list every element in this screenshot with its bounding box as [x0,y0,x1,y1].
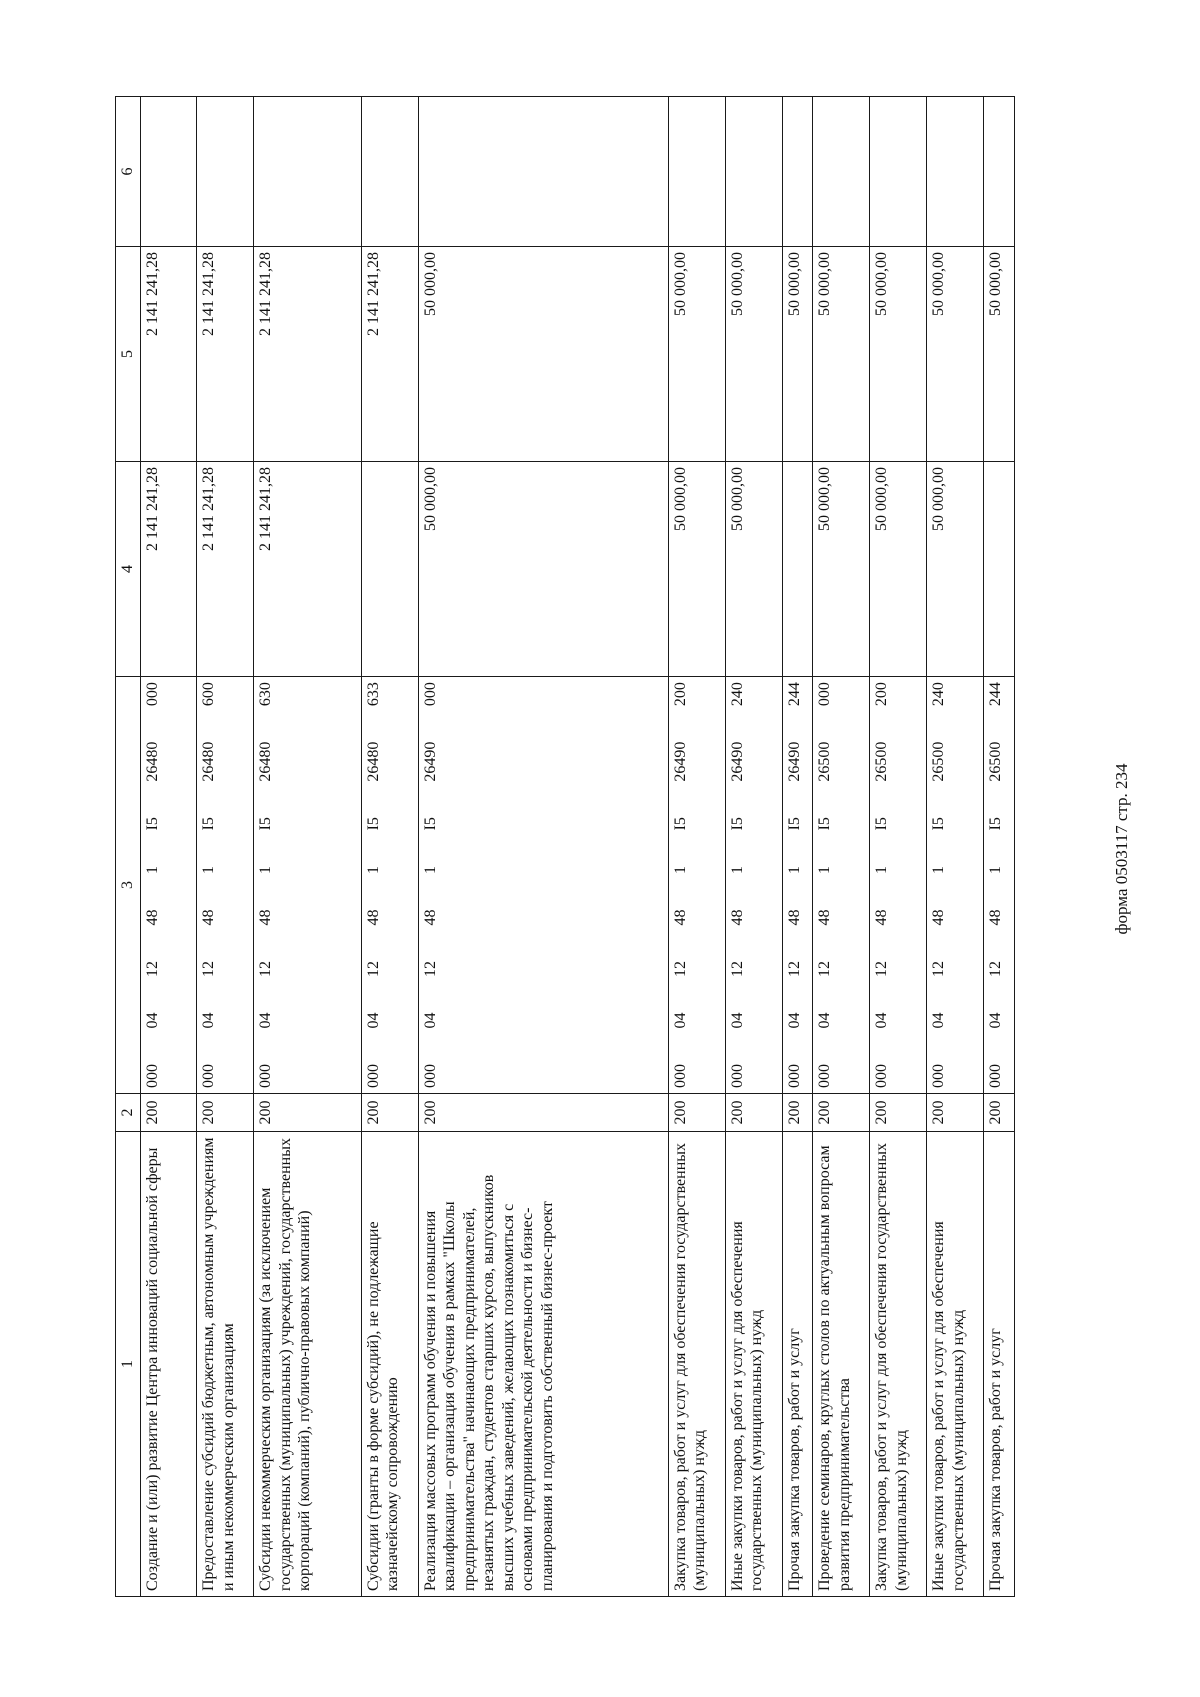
row-unexecuted [725,97,782,247]
budget-code-parts [421,682,441,1088]
budget-code-part: 000 [671,1064,689,1088]
column-header-5: 5 [116,247,141,462]
row-unexecuted [813,97,870,247]
row-unexecuted [197,97,254,247]
budget-code-part: 04 [930,1012,948,1029]
row-unexecuted [254,97,361,247]
page-header [1112,763,1132,934]
budget-code-part: 12 [143,960,161,977]
row-approved [361,462,418,677]
row-name: Проведение семинаров, круглых столов по актуальным вопросам развития предпринимательства [813,1132,870,1597]
rotated-page [115,97,1015,1597]
budget-code-part: 000 [785,1064,803,1088]
row-budget-code [361,677,418,1094]
row-name: Прочая закупка товаров, работ и услуг [782,1132,813,1597]
budget-code-part: 12 [816,960,834,977]
budget-code-part: 000 [200,1064,218,1088]
row-budget-code [197,677,254,1094]
row-approved: 50 000,00 [418,462,668,677]
budget-code-part: 48 [421,909,439,926]
budget-code-part: 48 [873,909,891,926]
row-executed: 2 141 241,28 [140,247,197,462]
budget-code-part: 48 [785,909,803,926]
budget-code-part: 1 [785,865,803,874]
row-line-code: 200 [361,1094,418,1132]
budget-code-part: 1 [671,865,689,874]
budget-code-part: 48 [671,909,689,926]
column-header-1: 1 [116,1132,141,1597]
row-executed: 50 000,00 [782,247,813,462]
budget-code-part: 26480 [200,741,218,782]
budget-code-part: 12 [364,960,382,977]
table-row [870,97,927,1597]
budget-code-part: 1 [364,865,382,874]
budget-code-parts [671,682,691,1088]
budget-code-part: 26480 [143,741,161,782]
budget-code-part: 04 [873,1012,891,1029]
table-row [361,97,418,1597]
table-wrap [115,97,1015,1597]
budget-code-part: 12 [257,960,275,977]
row-line-code: 200 [140,1094,197,1132]
budget-code-part: 04 [785,1012,803,1029]
row-approved: 2 141 241,28 [140,462,197,677]
budget-code-parts [929,682,949,1088]
budget-code-part: 12 [421,960,439,977]
budget-code-part: I5 [987,817,1005,831]
column-header-3: 3 [116,677,141,1094]
header-row [116,97,141,1597]
row-executed: 2 141 241,28 [197,247,254,462]
table-row [254,97,361,1597]
budget-code-part: 26490 [421,741,439,782]
row-name: Иные закупки товаров, работ и услуг для обеспечения государственных (муниципальных) нужд [927,1132,984,1597]
budget-code-part: 48 [143,909,161,926]
row-line-code: 200 [927,1094,984,1132]
row-executed: 2 141 241,28 [361,247,418,462]
budget-code-part: I5 [671,817,689,831]
budget-code-part: I5 [364,817,382,831]
row-executed: 2 141 241,28 [254,247,361,462]
budget-code-parts [785,682,805,1088]
table-row [197,97,254,1597]
budget-code-part: 000 [728,1064,746,1088]
budget-code-part: 26490 [785,741,803,782]
column-header-2: 2 [116,1094,141,1132]
table-row [782,97,813,1597]
budget-code-part: 1 [421,865,439,874]
row-executed: 50 000,00 [927,247,984,462]
row-budget-code [418,677,668,1094]
budget-code-part: 48 [257,909,275,926]
row-executed: 50 000,00 [418,247,668,462]
budget-code-part: 26500 [816,741,834,782]
row-unexecuted [418,97,668,247]
budget-code-parts [256,682,276,1088]
row-executed: 50 000,00 [870,247,927,462]
budget-code-parts [199,682,219,1088]
budget-code-part: 04 [987,1012,1005,1029]
row-unexecuted [782,97,813,247]
budget-code-part: 26500 [930,741,948,782]
budget-code-part: 04 [143,1012,161,1029]
budget-code-part: 04 [671,1012,689,1029]
budget-code-part: 000 [873,1064,891,1088]
table-row [984,97,1015,1597]
budget-code-part: 48 [364,909,382,926]
budget-code-part: 48 [987,909,1005,926]
row-budget-code [140,677,197,1094]
row-name: Прочая закупка товаров, работ и услуг [984,1132,1015,1597]
row-approved: 2 141 241,28 [197,462,254,677]
row-budget-code [870,677,927,1094]
budget-code-part: I5 [816,817,834,831]
row-unexecuted [927,97,984,247]
budget-code-part: I5 [728,817,746,831]
budget-code-part: 630 [257,682,275,707]
table-row [927,97,984,1597]
row-approved: 50 000,00 [927,462,984,677]
row-budget-code [813,677,870,1094]
budget-code-parts [143,682,163,1088]
budget-code-part: 1 [930,865,948,874]
budget-code-part: 000 [930,1064,948,1088]
row-name: Реализация массовых программ обучения и повышения квалификации – организация обучения в рамках "Школы предпринимательства" начинающих предпринимателей, незанятых граждан, студентов старших курсов, выпускников высших учебных заведений, желающих познакомиться с основами предпринимательской деятельности и бизнес-планирования и подготовить собственный бизнес-проект [418,1132,668,1597]
budget-code-parts [815,682,835,1088]
budget-code-part: 48 [728,909,746,926]
budget-code-part: 240 [930,682,948,707]
budget-code-part: 26500 [987,741,1005,782]
row-budget-code [254,677,361,1094]
row-line-code: 200 [870,1094,927,1132]
budget-code-parts [728,682,748,1088]
budget-code-part: 200 [671,682,689,707]
table-row [418,97,668,1597]
budget-code-part: I5 [873,817,891,831]
budget-code-part: 12 [671,960,689,977]
row-name: Субсидии некоммерческим организациям (за исключением государственных (муниципальных) учреждений, государственных корпораций (компаний), публично-правовых компаний) [254,1132,361,1597]
row-line-code: 200 [725,1094,782,1132]
budget-code-part: 26500 [873,741,891,782]
table-row [140,97,197,1597]
budget-code-part: 000 [987,1064,1005,1088]
budget-code-part: 12 [785,960,803,977]
row-unexecuted [361,97,418,247]
row-line-code: 200 [418,1094,668,1132]
row-approved: 2 141 241,28 [254,462,361,677]
budget-code-part: 1 [728,865,746,874]
budget-code-parts [364,682,384,1088]
row-approved: 50 000,00 [668,462,725,677]
row-line-code: 200 [813,1094,870,1132]
row-budget-code [927,677,984,1094]
budget-code-part: 48 [930,909,948,926]
row-budget-code [984,677,1015,1094]
row-line-code: 200 [197,1094,254,1132]
budget-code-part: 000 [816,1064,834,1088]
budget-code-part: 633 [364,682,382,707]
row-line-code: 200 [668,1094,725,1132]
budget-code-part: I5 [143,817,161,831]
budget-code-part: 244 [987,682,1005,707]
row-name: Закупка товаров, работ и услуг для обеспечения государственных (муниципальных) нужд [870,1132,927,1597]
form-label: форма 0503117 стр. 234 [1112,763,1131,934]
row-executed: 50 000,00 [725,247,782,462]
budget-code-part: I5 [421,817,439,831]
row-name: Субсидии (гранты в форме субсидий), не подлежащие казначейскому сопровождению [361,1132,418,1597]
column-header-6: 6 [116,97,141,247]
budget-code-part: 04 [364,1012,382,1029]
table-row [668,97,725,1597]
budget-code-part: 26490 [671,741,689,782]
budget-code-part: 000 [421,682,439,707]
row-line-code: 200 [984,1094,1015,1132]
budget-code-part: 240 [728,682,746,707]
row-unexecuted [140,97,197,247]
budget-code-part: 26480 [364,741,382,782]
row-executed: 50 000,00 [668,247,725,462]
budget-code-part: 04 [728,1012,746,1029]
budget-code-part: 1 [816,865,834,874]
budget-code-part: 04 [257,1012,275,1029]
row-line-code: 200 [782,1094,813,1132]
row-name: Создание и (или) развитие Центра инноваций социальной сферы [140,1132,197,1597]
table-body [140,97,1014,1597]
row-unexecuted [870,97,927,247]
row-unexecuted [668,97,725,247]
row-approved [984,462,1015,677]
budget-code-part: 1 [200,865,218,874]
row-name: Иные закупки товаров, работ и услуг для обеспечения государственных (муниципальных) нужд [725,1132,782,1597]
budget-code-part: 26490 [728,741,746,782]
budget-code-part: 12 [987,960,1005,977]
budget-code-part: I5 [930,817,948,831]
row-name: Предоставление субсидий бюджетным, автономным учреждениям и иным некоммерческим организациям [197,1132,254,1597]
budget-code-part: 244 [785,682,803,707]
budget-code-part: I5 [200,817,218,831]
budget-code-part: 48 [816,909,834,926]
budget-code-part: 000 [143,1064,161,1088]
row-budget-code [668,677,725,1094]
budget-code-part: 04 [200,1012,218,1029]
budget-code-part: 1 [257,865,275,874]
budget-code-part: 000 [816,682,834,707]
column-header-4: 4 [116,462,141,677]
budget-code-part: 200 [873,682,891,707]
budget-code-part: 12 [873,960,891,977]
budget-code-part: I5 [785,817,803,831]
budget-code-parts [986,682,1006,1088]
budget-code-part: I5 [257,817,275,831]
budget-code-part: 1 [143,865,161,874]
row-name: Закупка товаров, работ и услуг для обеспечения государственных (муниципальных) нужд [668,1132,725,1597]
row-executed: 50 000,00 [984,247,1015,462]
table-row [813,97,870,1597]
table-row [725,97,782,1597]
budget-code-part: 12 [200,960,218,977]
budget-code-part: 12 [728,960,746,977]
row-budget-code [782,677,813,1094]
budget-code-part: 12 [930,960,948,977]
budget-code-part: 04 [421,1012,439,1029]
row-line-code: 200 [254,1094,361,1132]
budget-table [115,96,1015,1597]
budget-code-part: 000 [364,1064,382,1088]
row-approved [782,462,813,677]
budget-code-part: 1 [987,865,1005,874]
budget-code-part: 48 [200,909,218,926]
budget-code-parts [872,682,892,1088]
budget-code-part: 26480 [257,741,275,782]
budget-code-part: 000 [143,682,161,707]
row-approved: 50 000,00 [870,462,927,677]
budget-code-part: 000 [421,1064,439,1088]
budget-code-part: 04 [816,1012,834,1029]
row-budget-code [725,677,782,1094]
row-approved: 50 000,00 [725,462,782,677]
row-unexecuted [984,97,1015,247]
budget-code-part: 600 [200,682,218,707]
budget-code-part: 000 [257,1064,275,1088]
row-executed: 50 000,00 [813,247,870,462]
row-approved: 50 000,00 [813,462,870,677]
budget-code-part: 1 [873,865,891,874]
